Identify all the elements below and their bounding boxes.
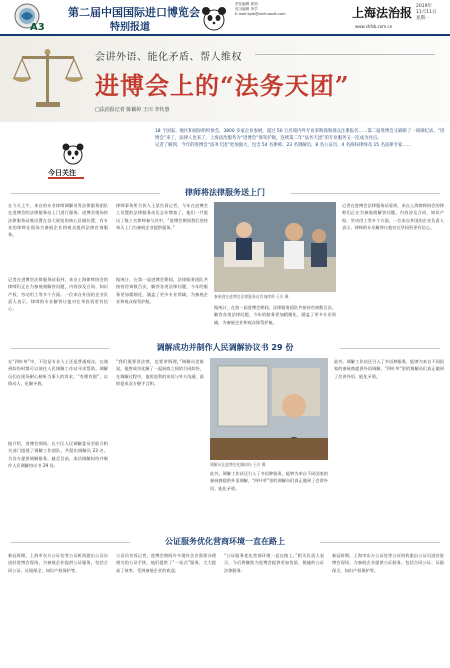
- justice-scale-icon: [8, 42, 88, 114]
- intro-paragraph: [155, 128, 445, 149]
- staff-line: E-mail:bjxb@xinhuanet.com: [235, 12, 286, 16]
- article-column: 在今天上午，来自的专业律师调解员等法律服务团队在进博会的法律服务站上门进行服务。进博会现场的法律服务站被设置在各大展馆的核心区域位置，有专业的律师在现场为参展企业和观众提供法律咨询服务。: [8, 203, 108, 238]
- section-heading: 律师将法律服务送上门: [185, 188, 265, 197]
- newspaper-name: 上海法治报: [352, 6, 413, 20]
- panda-mascot-icon: [60, 140, 86, 166]
- article-column: 新冠时期，上海市东方公证处等公证机构派出公证员进驻进博会现场，为参展企业提供公证服务，包括合同公证、证据保全、知识产权保护等。: [8, 553, 108, 573]
- intro-text: 18 个国家、地区和国际组织参会，3800 多家企业参展，超过 50 万名境内外专业采购商和观众注册报名……第二届进博会又刷新了一项项纪录。“进博会”来了，法律人也来了，上海法治服务为“进博会”保驾护航，连续第二年“法务天团”的专业服务又一次成为亮点。: [155, 129, 445, 141]
- newspaper-url: www.shfzb.com.cn: [355, 24, 393, 29]
- photo-caption: 调解员在进博会化解纠纷 王川 摄: [210, 462, 266, 467]
- kicker-divider: [255, 54, 435, 55]
- article-photo: [210, 358, 328, 460]
- article-photo: [214, 202, 336, 292]
- photo-caption: 参展商在进博会法律服务站咨询律师 王川 摄: [214, 294, 289, 299]
- tag-underline: [48, 177, 84, 179]
- panda-mascot-icon: [197, 2, 231, 32]
- issue-date: [416, 4, 436, 22]
- article-column: 新冠时期，上海市东方公证处等公证机构派出公证员进驻进博会现场，为参展企业提供公证服务，包括合同公证、证据保全、知识产权保护等。: [332, 553, 444, 573]
- article-column: 据介绍，进博会期间，长宁区人民调解委员会联合相关部门组建了调解工作团队，共派出调解员 23 名，为各方提供调解服务。截至目前，成功调解纠纷并制作人民调解协议书 29 份。: [8, 441, 108, 468]
- article-column: 此外，调解工作站还引入了多语种服务，能够为来自不同国家的参展商提供外语调解，“四叶草”里的调解员们真正做到了会讲外语、能化矛盾。: [210, 471, 328, 491]
- article-column: 公证员告诉记者，进博会期间许多境外企业需要办理相关的公证手续，他们提供了“一站式”服务，大大提高了效率，受到参展企业的欢迎。: [116, 553, 216, 573]
- section-heading: 调解成功并制作人民调解协议书 29 份: [156, 343, 294, 352]
- mediator-photo: [210, 358, 328, 460]
- article-column: 此外，调解工作站还引入了多语种服务，能够为来自不同国家的参展商提供外语调解，“四叶草”里的调解员们真正做到了会讲外语、能化矛盾。: [334, 359, 444, 379]
- article-column: “我们既要讲法律，也要讲情理，”调解员老陈说，他曾成功化解了一起展商之间的合同纠纷，在调解过程中，他用流利的英语与外方沟通，最终促成双方握手言和。: [116, 359, 204, 386]
- article-column: 记者在进博会法律服务站看到，来自上海律师协会的律师们正在为参展商解答问题，内容涉及合同、知识产权、劳动用工等多个方面。一位来自外国的企业负责人表示，律师的专业解答让他对在华投资更有信心。: [8, 277, 108, 312]
- article-column: “公证服务优化营商环境一直在路上。”相关负责人表示，今后将继续为进博会提供更加优质、便捷的公证法律服务。: [224, 553, 324, 573]
- section-subtitle: 特别报道: [110, 22, 150, 33]
- article-column: 记者在进博会法律服务站看到，来自上海律师协会的律师们正在为参展商解答问题，内容涉及合同、知识产权、劳动用工等多个方面。一位来自外国的企业负责人表示，律师的专业解答让他对在华投资更有信心。: [342, 203, 444, 230]
- date-year: 2019年: [416, 4, 432, 9]
- staff-line: 见习编辑 李学: [235, 7, 258, 11]
- section-title: 第二届中国国际进口博览会: [68, 6, 200, 19]
- staff-credits: [235, 2, 345, 17]
- headline-kicker: 会讲外语、能化矛盾、帮人维权: [95, 52, 242, 63]
- article-column: 据统计，在第一届进博会期间，法律服务团队共接待咨询数百次，解答各类法律问题，今年的服务更加精细化，涵盖了更多专业领域，为参展企业和观众保驾护航。: [214, 305, 336, 325]
- staff-line: 责任编辑 郭知: [235, 2, 258, 6]
- section-heading: 公证服务优化营商环境一直在路上: [165, 537, 285, 546]
- date-day: 11月11日: [416, 10, 437, 15]
- page-code: A3: [30, 22, 45, 33]
- byline: □法治报记者 陈颖婷 王川 李钰惠: [95, 107, 170, 113]
- lawyer-consultation-photo: [214, 202, 336, 292]
- intro-text-2: 记者了解到，今年的进博会“法务天团”更加强大，包含 54 名律师、23 名调解员、8 名公证员、4 名商标律师及 15 名法律专家……: [155, 143, 412, 148]
- main-headline: 进博会上的“法务天团”: [95, 71, 350, 100]
- article-column: 在“四叶草”中，不论是专业人士还是普通观众，在遇到纠纷时都可以前往人民调解工作站寻求帮助。调解员们在现场耐心倾听当事人的诉求，“有理有据”，以情动人，化解矛盾。: [8, 359, 108, 386]
- date-weekday: 星期一: [416, 16, 430, 21]
- today-focus-tag: 今日关注: [48, 169, 76, 177]
- article-column: 据统计，在第一届进博会期间，法律服务团队共接待咨询数百次，解答各类法律问题，今年的服务更加精细化，涵盖了更多专业领域，为参展企业和观众保驾护航。: [116, 277, 208, 304]
- article-column: 律师事务所合伙人王某告诉记者，今年在进博会上设置的法律服务站比去年增加了，他们一共派出了数十名律师参与其中，“进博会期间我们坚持每天上门为参展企业提供服务。”: [116, 203, 208, 230]
